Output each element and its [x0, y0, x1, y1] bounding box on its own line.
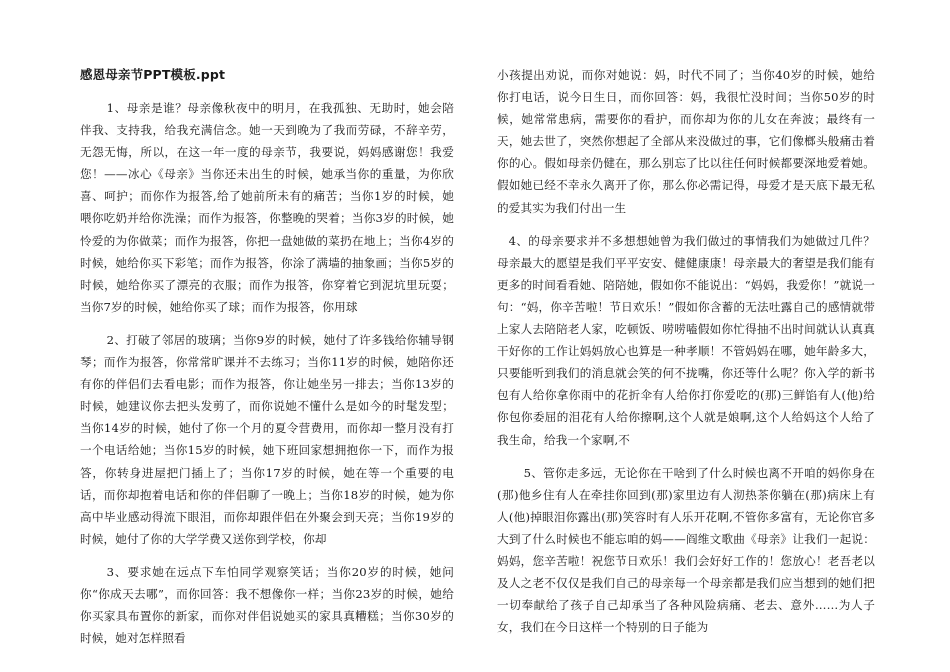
paragraph-4: 4、的母亲要求并不多想想她曾为我们做过的事情我们为她做过几件？母亲最大的愿望是我们平平安安、健健康康！母亲最大的奢望是我们能有更多的时间看看她、陪陪她，假如你不能说出：“妈妈，我爱你！”就说一句：“妈，你辛苦啦！节日欢乐！”假如你含蓄的无法吐露自己的感情就带上家人去陪陪老人家，吃顿饭、唠唠嗑假如你忙得抽不出时间就认认真真干好你的工作让妈妈放心也算是一种孝顺！不管妈妈在哪，她年龄多大，只要能听到我们的消息就会笑的何不拢嘴，你还等什么呢？你入学的新书包有人给你拿你雨中的花折伞有人给你打你爱吃的(那)三鲜馅有人(他)给你包你委屈的泪花有人给你擦啊,这个人就是娘啊,这个人给妈这个人给了我生命，给我一个家啊,不	[497, 233, 875, 447]
paragraph-3: 3、要求她在远点下车怕同学观察笑话；当你20岁的时候，她问你“你成天去哪”，而你回答：我不想像你一样；当你23岁的时候，她给你买家具布置你的新家，而你对伴侣说她买的家具真糟糕；当你30岁的时候，她对怎样照看	[80, 564, 454, 646]
paragraph-3-continued: 小孩提出劝说，而你对她说：妈，时代不同了；当你40岁的时候，她给你打电话，说今日生日，而你回答：妈，我很忙没时间；当你50岁的时候，她常常患病，需要你的看护，而你却为你的儿女在奔波；最终有一天，她去世了，突然你想起了全部从来没做过的事，它们像榔头般痛击着你的心。假如母亲仍健在，那么别忘了比以往任何时候都要深地爱着她。假如她已经不幸永久离开了你，那么你必需记得，母爱才是天底下最无私的爱其实为我们付出一生	[497, 68, 875, 215]
right-column	[497, 64, 875, 649]
left-column	[80, 64, 454, 660]
paragraph-1: 1、母亲是谁？母亲像秋夜中的明月，在我孤独、无助时，她会陪伴我、支持我，给我充满信念。她一天到晚为了我而劳碌，不辞辛劳，无怨无悔，所以，在这一年一度的母亲节，我要说，妈妈感谢您！我爱您！——冰心《母亲》当你还未出生的时候，她承当你的重量，为你欣喜、呵护；而你作为报答,给了她前所未有的痛苦；当你1岁的时候，她喂你吃奶并给你洗澡；而作为报答，你整晚的哭着；当你3岁的时候，她怜爱的为你做菜；而作为报答，你把一盘她做的菜扔在地上；当你4岁的时候，她给你买下彩笔；而作为报答，你涂了满墙的抽象画；当你5岁的时候，她给你买了漂亮的衣服；而作为报答，你穿着它到泥坑里玩耍；当你7岁的时候，她给你买了球；而作为报答，你用球	[80, 101, 454, 314]
paragraph-2: 2、打破了邻居的玻璃；当你9岁的时候，她付了许多钱给你辅导钢琴；而作为报答，你常常旷课并不去练习；当你11岁的时候，她陪你还有你的伴侣们去看电影；而作为报答，你让她坐另一排去；当你13岁的时候，她建议你去把头发剪了，而你说她不懂什么是如今的时髦发型；当你14岁的时候，她付了你一个月的夏令营费用，而你却一整月没有打一个电话给她；当你15岁的时候，她下班回家想拥抱你一下，而作为报答，你转身进屋把门插上了；当你17岁的时候，她在等一个重要的电话，而你却抱着电话和你的伴侣聊了一晚上；当你18岁的时候，她为你高中毕业感动得流下眼泪，而你却跟伴侣在外聚会到天亮；当你19岁的时候，她付了你的大学学费又送你到学校，你却	[80, 332, 454, 546]
paragraph-5: 5、管你走多远，无论你在干啥到了什么时候也离不开咱的妈你身在(那)他乡住有人在牵挂你回到(那)家里边有人沏热茶你躺在(那)病床上有人(他)掉眼泪你露出(那)笑容时有人乐开花啊,不管你多富有，无论你官多大到了什么时候也不能忘咱的妈——阎维文歌曲《母亲》让我们一起说：妈妈，您辛苦啦！祝您节日欢乐！我们会好好工作的！您放心！老吾老以及人之老不仅仅是我们自己的母亲每一个母亲都是我们应当想到的她们把一切奉献给了孩子自己却承当了各种风险病痛、老去、意外……为人子女，我们在今日这样一个特别的日子能为	[497, 465, 875, 635]
document-title: 感恩母亲节PPT模板.ppt	[80, 67, 226, 82]
